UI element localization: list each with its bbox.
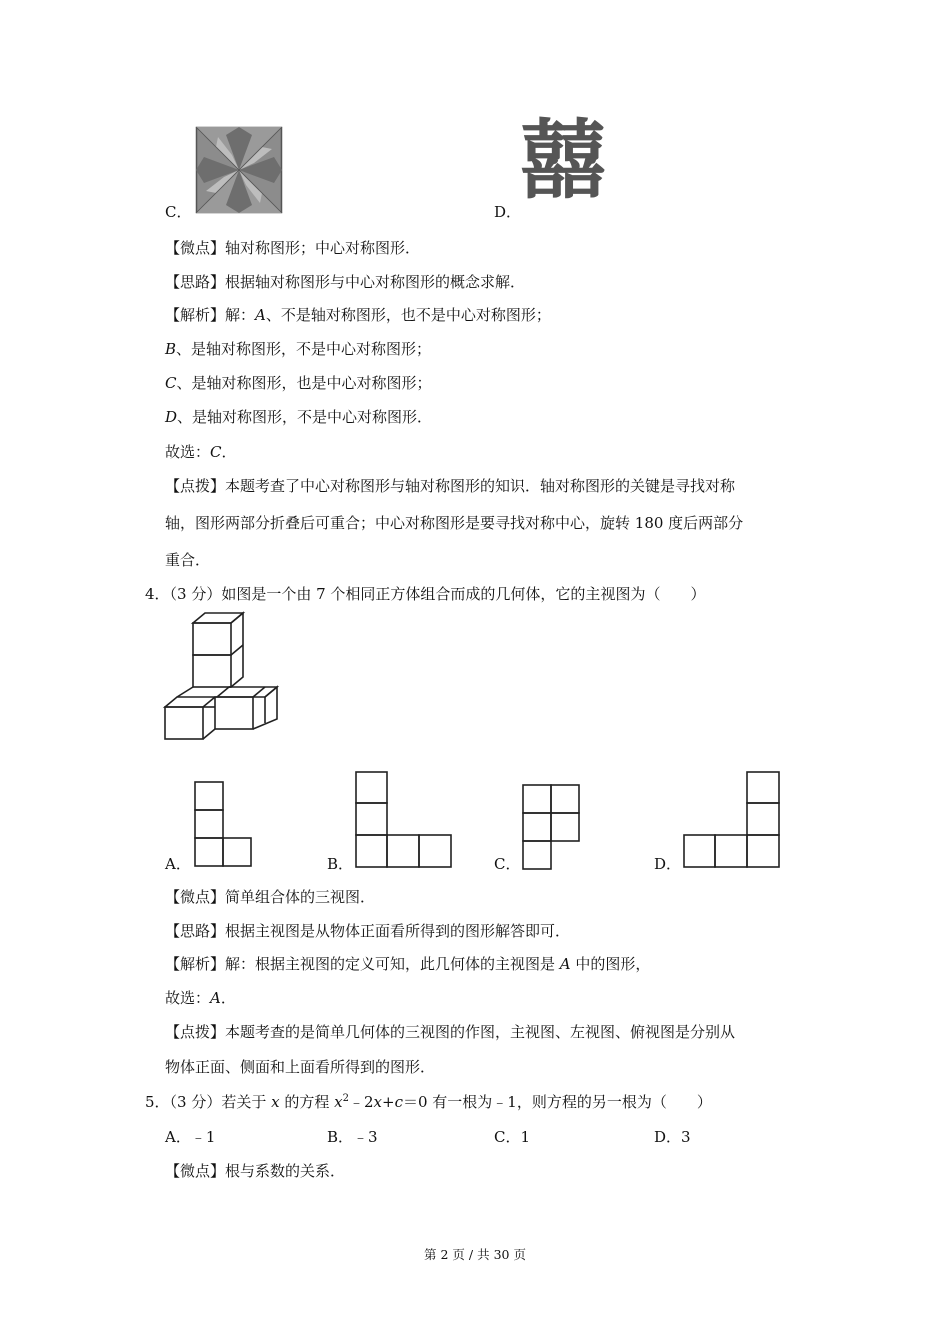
q3-d-text: 、是轴对称图形，不是中心对称图形． — [177, 408, 433, 426]
q4-jiexi — [165, 953, 650, 974]
q3-option-d-glyph: 囍 — [520, 111, 606, 211]
q4-dianbo-2: 物体正面、侧面和上面看所得到的图形． — [165, 1058, 436, 1076]
q5-eq-end: ＝0 有一根为﹣1，则方程的另一根为（ ） — [402, 1093, 712, 1111]
q4-option-c-label: C． — [494, 855, 521, 873]
q4-jiexi-suffix: 中的图形， — [570, 955, 651, 973]
q5-stem-x: x — [271, 1093, 280, 1111]
q5-eq-x: x — [334, 1093, 343, 1111]
q3-option-d-label: D． — [494, 203, 522, 221]
q4-option-b-label: B． — [327, 855, 354, 873]
q4-dianbo-1: 【点拨】本题考查的是简单几何体的三视图的作图，主视图、左视图、俯视图是分别从 — [165, 1023, 736, 1041]
q3-weidian: 【微点】轴对称图形；中心对称图形． — [165, 239, 421, 257]
q5-weidian: 【微点】根与系数的关系． — [165, 1162, 346, 1180]
page-footer: 第 2 页 / 共 30 页 — [424, 1247, 526, 1262]
q3-jiexi-c — [165, 372, 432, 393]
q5-option-d: D．3 — [654, 1128, 691, 1146]
q4-option-a-label: A． — [165, 855, 191, 873]
q4-answer — [165, 987, 236, 1008]
q4-stem: 4．（3 分）如图是一个由 7 个相同正方体组合而成的几何体，它的主视图为（ ） — [145, 585, 706, 603]
q5-stem-mid: 的方程 — [279, 1093, 335, 1111]
q3-dianbo-2: 轴，图形两部分折叠后可重合；中心对称图形是要寻找对称中心，旋转 180 度后两部分 — [165, 514, 744, 532]
q4-jiexi-prefix: 【解析】解：根据主视图的定义可知，此几何体的主视图是 — [165, 955, 560, 973]
q3-option-c-figure — [196, 127, 282, 213]
q3-answer-letter: C — [210, 443, 222, 461]
q4-answer-letter: A — [210, 989, 221, 1007]
q5-stem — [145, 1091, 712, 1112]
q4-option-a-figure — [194, 781, 252, 869]
q4-option-b-figure — [355, 771, 453, 869]
q5-stem-prefix: 5．（3 分）若关于 — [145, 1093, 272, 1111]
q5-option-c: C．1 — [494, 1128, 531, 1146]
q3-dianbo-1: 【点拨】本题考查了中心对称图形与轴对称图形的知识．轴对称图形的关键是寻找对称 — [165, 477, 736, 495]
q3-b-text: 、是轴对称图形，不是中心对称图形； — [176, 340, 432, 358]
q4-jiexi-letter: A — [559, 955, 571, 973]
q5-eq-x2: x — [373, 1093, 382, 1111]
q4-option-c-figure — [522, 784, 580, 870]
q5-eq-c: c — [394, 1093, 403, 1111]
q4-3d-figure — [160, 610, 285, 745]
q3-answer — [165, 441, 237, 462]
q3-d-letter: D — [165, 408, 178, 426]
q3-dianbo-3: 重合． — [165, 551, 211, 569]
q3-silu: 【思路】根据轴对称图形与中心对称图形的概念求解． — [165, 273, 526, 291]
q3-b-letter: B — [165, 340, 177, 358]
q3-answer-suffix: ． — [221, 443, 237, 461]
q3-option-c-label: C． — [165, 203, 192, 221]
q4-answer-prefix: 故选： — [165, 989, 211, 1007]
q5-eq-exp: 2 — [342, 1093, 349, 1104]
q3-jiexi-b — [165, 338, 431, 359]
q3-c-text: 、是轴对称图形，也是中心对称图形； — [176, 374, 432, 392]
q5-option-b: B．﹣3 — [327, 1128, 378, 1146]
q4-silu: 【思路】根据主视图是从物体正面看所得到的图形解答即可． — [165, 922, 571, 940]
q4-answer-suffix: ． — [220, 989, 236, 1007]
q3-answer-prefix: 故选： — [165, 443, 211, 461]
q4-option-d-figure — [683, 771, 781, 869]
q5-option-a: A．﹣1 — [165, 1128, 216, 1146]
q3-jiexi-a-letter: A — [255, 306, 266, 324]
q5-eq-plus: + — [382, 1093, 395, 1111]
q4-weidian: 【微点】简单组合体的三视图． — [165, 888, 376, 906]
q3-jiexi-prefix: 【解析】解： — [165, 306, 256, 324]
q3-jiexi — [165, 304, 551, 325]
q3-c-letter: C — [165, 374, 177, 392]
q3-jiexi-d — [165, 406, 432, 427]
q5-eq-mid: ﹣2 — [348, 1093, 374, 1111]
q4-option-d-label: D． — [654, 855, 682, 873]
q3-jiexi-a-text: 、不是轴对称图形，也不是中心对称图形； — [265, 306, 551, 324]
